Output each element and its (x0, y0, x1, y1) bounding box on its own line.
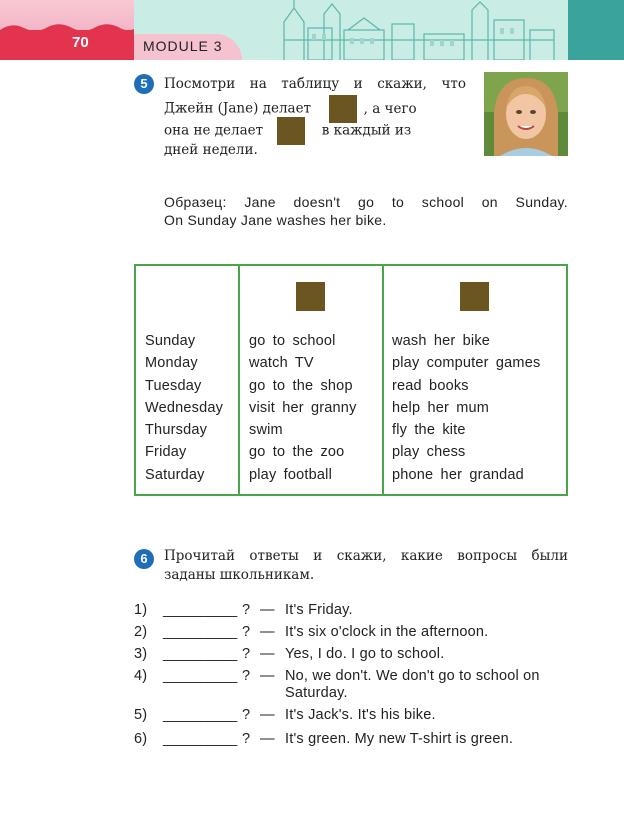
sample-text (164, 193, 568, 229)
table-divider (382, 266, 384, 494)
schedule-table (134, 264, 568, 496)
doesnt-column (392, 330, 540, 486)
table-cell: Thursday (145, 422, 208, 439)
header-teal-block (568, 0, 624, 60)
table-cell: play computer games (392, 355, 541, 372)
does-column-marker-icon (296, 282, 325, 311)
question-blank: _________ (163, 668, 238, 684)
table-cell: Monday (145, 355, 198, 372)
item-number: 1) (134, 602, 148, 618)
answer-text: Yes, I do. I go to school. (285, 646, 445, 662)
header-wave-decoration (0, 22, 134, 36)
days-column (145, 330, 223, 486)
instruction-text: она не делает (164, 122, 264, 139)
table-cell: play football (249, 466, 332, 483)
table-cell: Saturday (145, 466, 205, 483)
table-divider (238, 266, 240, 494)
exercise-5-instruction-line1: Посмотри на таблицу и скажи, что (164, 76, 466, 92)
question-blank: _________ (163, 707, 238, 723)
exercise-6-instruction-line1: Прочитай ответы и скажи, какие вопросы были (164, 548, 568, 564)
question-mark: ? (242, 646, 251, 662)
answer-text: It's Friday. (285, 602, 353, 618)
table-cell: go to the zoo (249, 444, 345, 461)
doesnt-column-marker-icon (460, 282, 489, 311)
table-cell: visit her granny (249, 399, 357, 416)
instruction-text: в каждый из (321, 122, 412, 139)
answer-text: It's Jack's. It's his bike. (285, 707, 436, 723)
does-column (249, 330, 357, 486)
instruction-text: , а чего (363, 100, 417, 117)
table-cell: fly the kite (392, 422, 466, 439)
item-number: 3) (134, 646, 148, 662)
answer-text: No, we don't. We don't go to school on Saturday. (285, 668, 540, 701)
exercise-5-number: 5 (134, 74, 154, 94)
question-blank: _________ (163, 646, 238, 662)
dash: — (260, 731, 275, 747)
dash: — (260, 602, 275, 618)
table-cell: Sunday (145, 333, 196, 349)
answer-text: It's six o'clock in the afternoon. (285, 624, 489, 640)
item-number: 4) (134, 668, 148, 684)
item-number: 6) (134, 731, 148, 747)
table-cell: Wednesday (145, 399, 224, 416)
question-blank: _________ (163, 731, 238, 747)
table-cell: help her mum (392, 399, 490, 416)
table-cell: play chess (392, 444, 466, 461)
dash: — (260, 668, 275, 684)
page-number: 70 (72, 34, 89, 51)
table-cell: go to the shop (249, 377, 353, 394)
jane-photo (484, 72, 568, 156)
table-cell: Friday (145, 444, 187, 461)
exercise-6-number: 6 (134, 549, 154, 569)
item-number: 2) (134, 624, 148, 640)
module-label: MODULE 3 (143, 38, 223, 54)
table-cell: read books (392, 377, 469, 394)
table-cell: phone her grandad (392, 466, 524, 483)
question-mark: ? (242, 731, 251, 747)
dash: — (260, 646, 275, 662)
exercise-5-instruction-line4: дней недели. (164, 142, 258, 158)
sample-line-2: On Sunday Jane washes her bike. (164, 212, 387, 228)
table-cell: swim (249, 422, 283, 439)
exercise-6-instruction-line2: заданы школьникам. (164, 567, 315, 583)
question-mark: ? (242, 602, 251, 618)
sample-line-1: Образец: Jane doesn't go to school on Sunday. (164, 194, 568, 210)
doesnt-marker-icon (277, 117, 305, 145)
answer-text: It's green. My new T-shirt is green. (285, 731, 514, 747)
dash: — (260, 707, 275, 723)
item-number: 5) (134, 707, 148, 723)
question-mark: ? (242, 707, 251, 723)
question-mark: ? (242, 668, 251, 684)
table-cell: go to school (249, 333, 336, 349)
table-cell: Tuesday (145, 377, 202, 394)
table-cell: wash her bike (392, 333, 491, 349)
question-blank: _________ (163, 602, 238, 618)
question-blank: _________ (163, 624, 238, 640)
dash: — (260, 624, 275, 640)
table-cell: watch TV (249, 355, 314, 372)
instruction-text: Джейн (Jane) делает (164, 100, 312, 117)
question-mark: ? (242, 624, 251, 640)
